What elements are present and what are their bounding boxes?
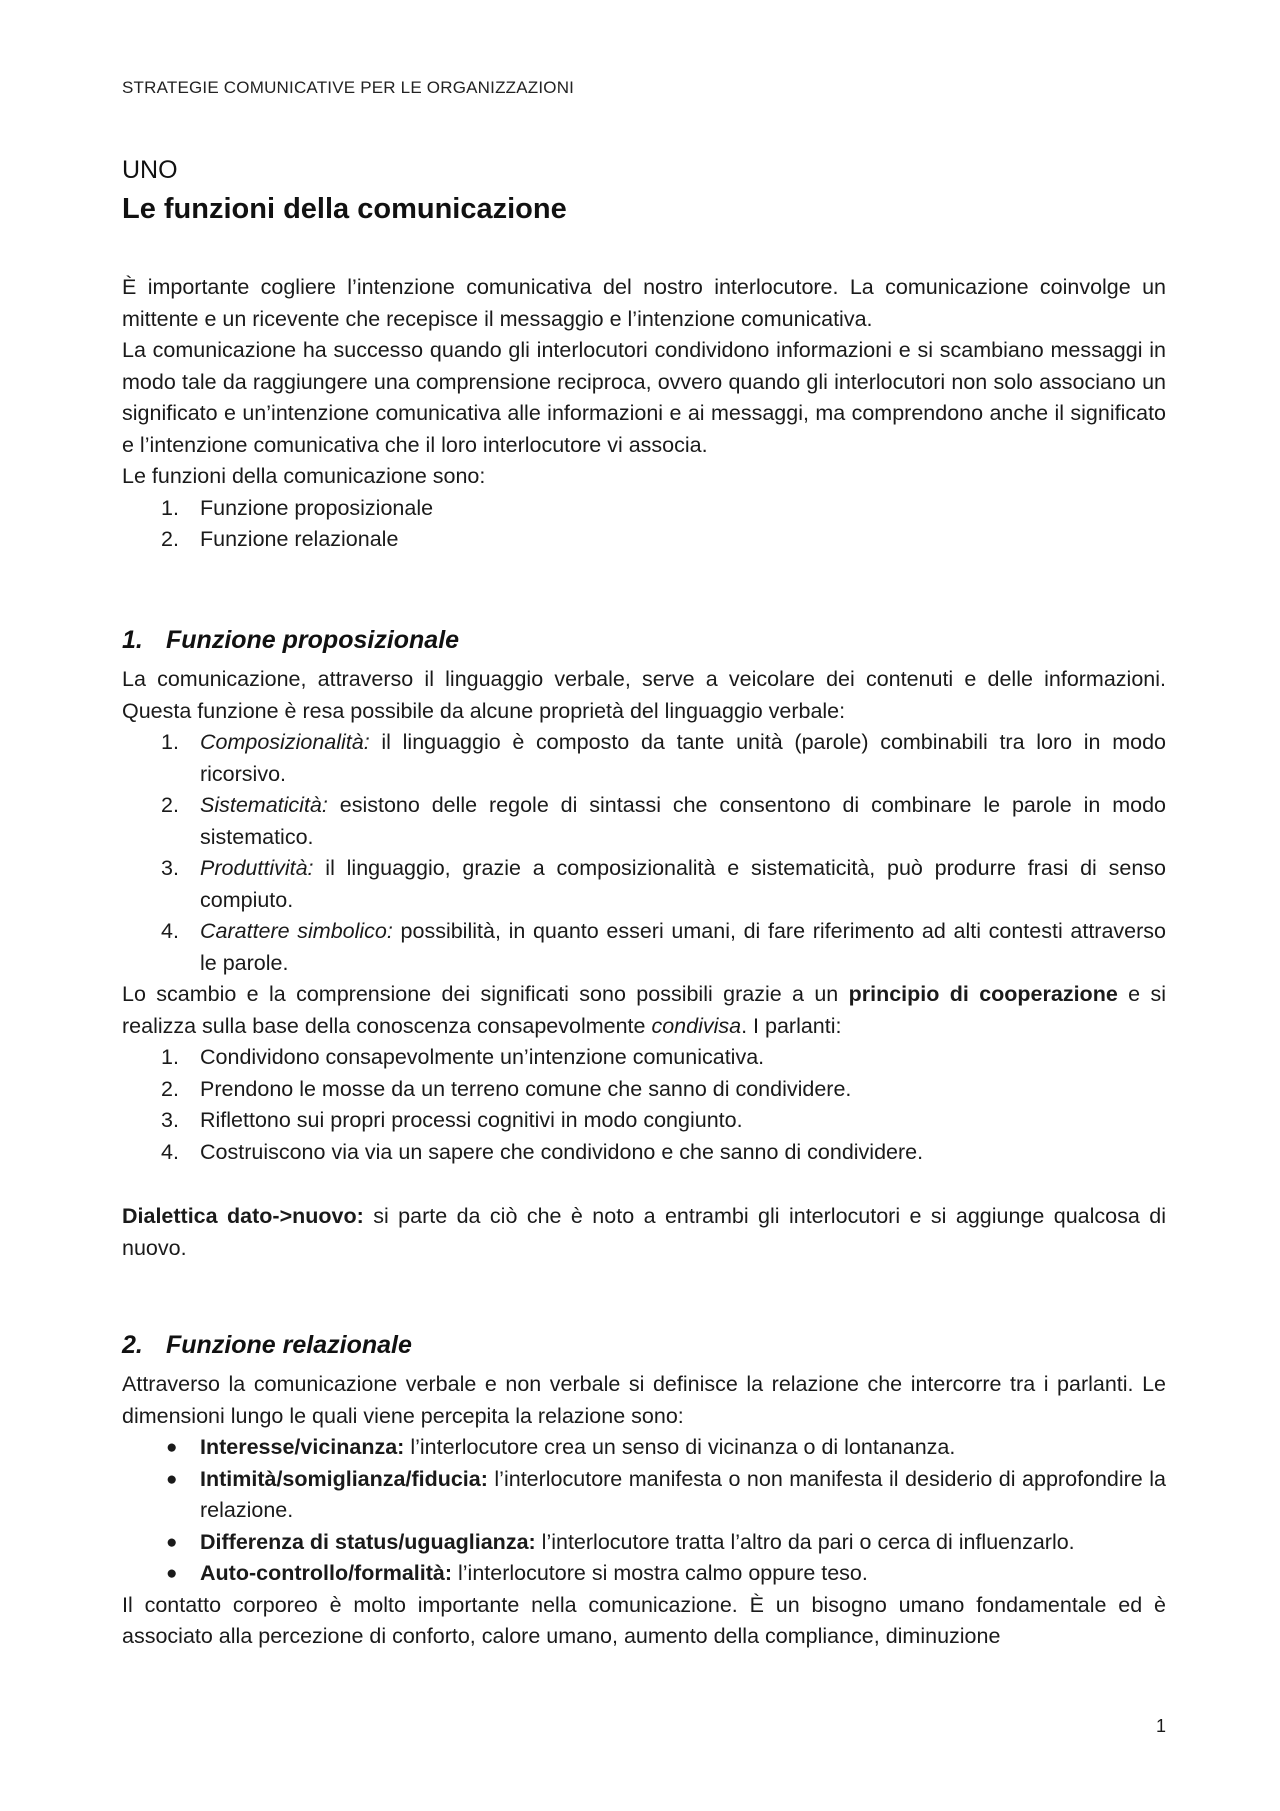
list-number: 3. bbox=[161, 856, 179, 880]
dimension-term: Auto-controllo/formalità: bbox=[200, 1561, 453, 1585]
list-number: 1. bbox=[161, 495, 179, 520]
list-item bbox=[122, 524, 1166, 556]
list-text: Funzione proposizionale bbox=[200, 495, 434, 520]
property-text: il linguaggio è composto da tante unità (parole) combinabili tra loro in modo ricorsivo. bbox=[200, 730, 1166, 786]
list-item bbox=[122, 853, 1166, 916]
list-item bbox=[122, 1137, 1166, 1169]
intro-paragraph: La comunicazione ha successo quando gli interlocutori condividono informazioni e si scambiano messaggi in modo tale da raggiungere una comprensione reciproca, ovvero quando gli interlocutori non solo associano un significato e un’intenzione comunicativa alle informazioni e ai messaggi, ma comprendono anche il significato e l’intenzione comunicativa che il loro interlocutore vi associa. bbox=[122, 338, 1166, 457]
chapter-title: Le funzioni della comunicazione bbox=[122, 193, 567, 225]
list-number: 4. bbox=[161, 1139, 179, 1164]
list-item bbox=[122, 916, 1166, 979]
section-title: Funzione proposizionale bbox=[166, 626, 460, 654]
list-number: 2. bbox=[161, 793, 179, 817]
dimension-text: l’interlocutore si mostra calmo oppure teso. bbox=[452, 1561, 868, 1585]
list-item bbox=[122, 1558, 1166, 1590]
bullet-icon: ● bbox=[166, 1437, 178, 1458]
list-item bbox=[122, 1464, 1166, 1527]
list-text: Funzione relazionale bbox=[200, 527, 399, 551]
section-title: Funzione relazionale bbox=[166, 1331, 412, 1359]
list-number: 1. bbox=[161, 1045, 179, 1069]
dimension-term: Intimità/somiglianza/fiducia: bbox=[200, 1466, 488, 1491]
section1-block bbox=[122, 664, 1166, 1168]
list-text: Costruiscono via via un sapere che condividono e che sanno di condividere. bbox=[200, 1139, 924, 1164]
intro-paragraph: Le funzioni della comunicazione sono: bbox=[122, 464, 486, 488]
speakers-list bbox=[122, 1042, 1166, 1168]
text-run: . I parlanti: bbox=[741, 1013, 842, 1038]
list-text: Condividono consapevolmente un’intenzione comunicativa. bbox=[200, 1045, 765, 1069]
dialectic-term: Dialettica dato->nuovo: bbox=[122, 1204, 364, 1228]
section2-paragraph: Attraverso la comunicazione verbale e non verbale si definisce la relazione che intercorre tra i parlanti. Le dimensioni lungo le quali viene percepita la relazione sono: bbox=[122, 1372, 1166, 1428]
property-text: possibilità, in quanto esseri umani, di fare riferimento ad alti contesti attraverso le parole. bbox=[200, 919, 1166, 975]
dimension-term: Differenza di status/uguaglianza: bbox=[200, 1529, 536, 1554]
list-item bbox=[122, 1432, 1166, 1464]
properties-list bbox=[122, 727, 1166, 979]
list-item bbox=[122, 1527, 1166, 1559]
section-heading-relazionale bbox=[122, 1331, 412, 1360]
list-number: 4. bbox=[161, 919, 179, 943]
dialectic-text: si parte da ciò che è noto a entrambi gli interlocutori e si aggiunge qualcosa di nuovo. bbox=[122, 1204, 1166, 1260]
property-text: il linguaggio, grazie a composizionalità e sistematicità, può produrre frasi di senso compiuto. bbox=[200, 856, 1166, 912]
running-header: STRATEGIE COMUNICATIVE PER LE ORGANIZZAZIONI bbox=[122, 78, 575, 97]
page-number: 1 bbox=[1155, 1716, 1166, 1736]
dimension-text: l’interlocutore tratta l’altro da pari o cerca di influenzarlo. bbox=[535, 1529, 1075, 1554]
dimension-text: l’interlocutore crea un senso di vicinanza o di lontananza. bbox=[404, 1435, 956, 1459]
dimensions-list bbox=[122, 1432, 1166, 1590]
list-number: 2. bbox=[161, 1076, 179, 1101]
bullet-icon: ● bbox=[166, 1563, 178, 1584]
bullet-icon: ● bbox=[166, 1468, 178, 1490]
text-run: Lo scambio e la comprensione dei significati sono possibili grazie a un bbox=[122, 982, 849, 1006]
list-item bbox=[122, 790, 1166, 853]
section2-block bbox=[122, 1369, 1166, 1653]
list-number: 1. bbox=[161, 730, 179, 754]
list-number: 2. bbox=[161, 527, 179, 551]
list-item bbox=[122, 1042, 1166, 1074]
shared-term: condivisa bbox=[651, 1013, 742, 1038]
property-term: Produttività: bbox=[200, 856, 314, 880]
list-item bbox=[122, 727, 1166, 790]
functions-list bbox=[122, 493, 1166, 556]
property-text: esistono delle regole di sintassi che consentono di combinare le parole in modo sistematico. bbox=[200, 793, 1166, 849]
section-number: 2. bbox=[122, 1331, 143, 1359]
section1-paragraph: La comunicazione, attraverso il linguaggio verbale, serve a veicolare dei contenuti e delle informazioni. Questa funzione è resa possibile da alcune proprietà del linguaggio verbale: bbox=[122, 667, 1166, 723]
list-item bbox=[122, 1074, 1166, 1106]
intro-block bbox=[122, 272, 1166, 556]
list-item bbox=[122, 1105, 1166, 1137]
section-number: 1. bbox=[122, 626, 143, 654]
section2-paragraph: Il contatto corporeo è molto importante nella comunicazione. È un bisogno umano fondamentale ed è associato alla percezione di conforto, calore umano, aumento della compliance, diminuzione bbox=[122, 1592, 1166, 1648]
dimension-text: l’interlocutore manifesta o non manifesta il desiderio di approfondire la relazione. bbox=[200, 1466, 1166, 1522]
cooperation-term: principio di cooperazione bbox=[848, 982, 1118, 1006]
property-term: Sistematicità: bbox=[200, 793, 328, 817]
dimension-term: Interesse/vicinanza: bbox=[200, 1435, 405, 1459]
text-run: e si realizza sulla base della conoscenza consapevolmente bbox=[122, 982, 1166, 1038]
property-term: Carattere simbolico: bbox=[200, 919, 393, 943]
bullet-icon: ● bbox=[166, 1531, 178, 1553]
dialectic-paragraph bbox=[122, 1201, 1166, 1264]
chapter-number: UNO bbox=[122, 156, 178, 184]
section-heading-proposizionale bbox=[122, 626, 459, 655]
intro-paragraph: È importante cogliere l’intenzione comunicativa del nostro interlocutore. La comunicazione coinvolge un mittente e un ricevente che recepisce il messaggio e l’intenzione comunicativa. bbox=[122, 275, 1166, 331]
property-term: Composizionalità: bbox=[200, 730, 370, 754]
cooperation-paragraph bbox=[122, 979, 1166, 1042]
list-text: Prendono le mosse da un terreno comune che sanno di condividere. bbox=[200, 1076, 852, 1101]
list-number: 3. bbox=[161, 1108, 179, 1132]
list-text: Riflettono sui propri processi cognitivi in modo congiunto. bbox=[200, 1108, 743, 1132]
list-item bbox=[122, 493, 1166, 525]
